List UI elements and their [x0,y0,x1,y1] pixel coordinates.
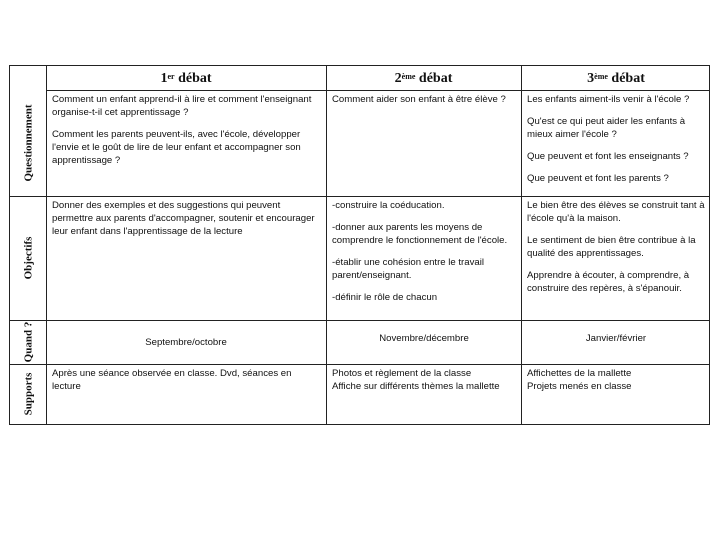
column-divider [521,66,522,424]
cell-supports-debat-1: Après une séance observée en classe. Dvd, séances en lecture [52,368,292,392]
row-divider [10,320,709,321]
cell-objectifs-debat-2: -construire la coéducation. -donner aux parents les moyens de comprendre le fonctionnement de l'école. -établir une cohésion entre le travail parent/enseignant. -définir le rôle de chacun [332,200,508,303]
cell-objectifs-debat-1: Donner des exemples et des suggestions qui peuvent permettre aux parents d'accompagner, soutenir et encourager leur enfant dans l'apprentissage de la lecture [52,200,315,237]
cell-questionnement-debat-3: Les enfants aiment-ils venir à l'école ? Qu'est ce qui peut aider les enfants à mieux aimer l'école ? Que peuvent et font les enseignants ? Que peuvent et font les parents ? [527,94,690,184]
cell-questionnement-debat-1: Comment un enfant apprend-il à lire et comment l'enseignant organise-t-il cet apprentissage ? Comment les parents peuvent-ils, avec l'école, développer l'envie et le goût de lire de leur enfant et accompagner son apprentissage ? [52,94,312,166]
cell-quand-debat-3: Janvier/février [585,333,647,344]
header-debat-3: 3 $^{ème}$ débat [587,70,645,86]
cell-supports-debat-2: Photos et règlement de la classe Affiche sur différents thèmes la mallette [332,368,500,392]
row-label-supports: Supports [22,372,35,416]
column-divider [326,66,327,424]
cell-questionnement-debat-2: Comment aider son enfant à être élève ? [332,94,506,105]
row-label-questionnement: Questionnement [22,104,34,182]
row-label-quand: Quand ? [22,321,35,363]
header-debat-1: 1 $^{er}$ débat [160,70,212,86]
cell-objectifs-debat-3: Le bien être des élèves se construit tant à l'école qu'à la maison. Le sentiment de bien être contribue à la qualité des apprentissages. Apprendre à écouter, à comprendre, à construire des repères, à s'épanouir. [527,200,705,294]
column-divider [46,66,47,424]
cell-quand-debat-2: Novembre/décembre [379,333,469,344]
debate-table [9,65,710,425]
cell-supports-debat-3: Affichettes de la mallette Projets menés en classe [527,368,632,392]
cell-quand-debat-1: Septembre/octobre [145,337,227,348]
header-debat-2: 2 $^{ème}$ débat [394,70,453,86]
row-label-objectifs: Objectifs [22,236,35,280]
